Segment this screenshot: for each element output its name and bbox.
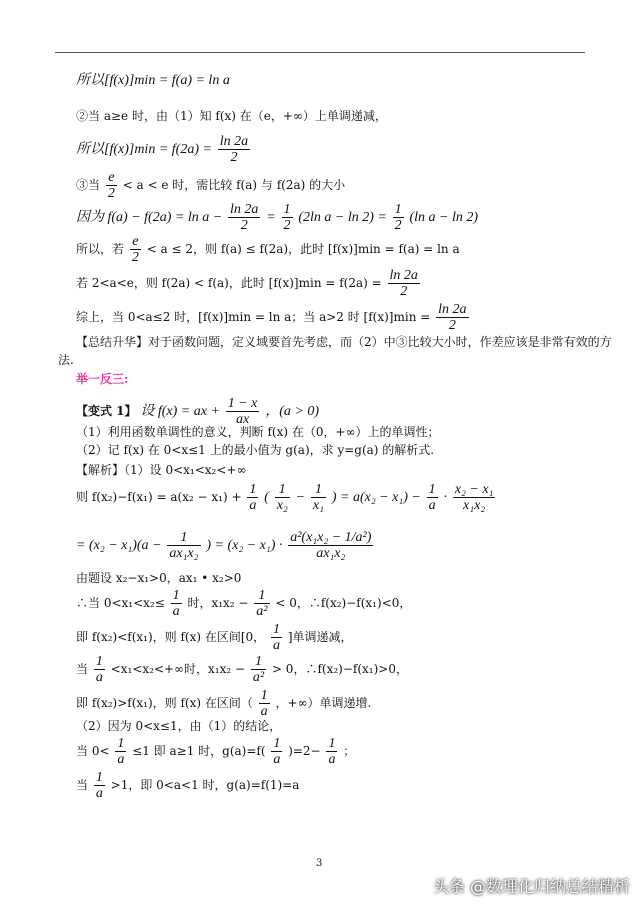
fraction: $\frac{1}{a}$ bbox=[95, 770, 103, 801]
fraction: $\frac{e}{2}$ bbox=[107, 170, 115, 201]
fraction: $\frac{1}{a}$ bbox=[249, 482, 257, 513]
fraction: $\frac{1}{a}$ bbox=[260, 688, 268, 719]
header-rule bbox=[55, 52, 585, 53]
question-1: （1）利用函数单调性的意义，判断 f(x) 在（0，+∞）上的单调性； bbox=[76, 425, 440, 439]
fraction: $\frac{1}{a}$ bbox=[117, 736, 125, 767]
watermark: 头条 @数理化归纳总结精析 bbox=[432, 877, 630, 896]
fraction: $\frac{1}{2}$ bbox=[394, 202, 402, 233]
section-heading-practice: 举一反三: bbox=[76, 372, 129, 386]
fraction: $\frac{1}{2}$ bbox=[283, 202, 291, 233]
fraction: $\frac{1}{\text{x₁}}$ bbox=[312, 482, 324, 513]
line-a-ge-1: 当 0< $\frac{1}{a}$ ≤1 即 a≥1 时，g(a)=f( $\frac{1}{a}$ )=2− $\frac{1}{a}$ ； bbox=[76, 736, 356, 767]
line-premise: 由题设 x₂−x₁>0，ax₁ • x₂>0 bbox=[76, 571, 242, 585]
fraction: $\frac{1 - x}{ax}$ bbox=[227, 396, 258, 427]
fraction: $\frac{\text{x₂ − x₁}}{\text{x₁x₂}}$ bbox=[454, 482, 494, 513]
fraction: $\frac{\ln 2a}{2}$ bbox=[389, 268, 418, 299]
variant-1-statement: 【变式 1】 设 f(x) = ax + $\frac{1 - x}{ax}$ ，(a > 0) bbox=[76, 396, 320, 427]
fraction: $\frac{1}{a}$ bbox=[428, 482, 436, 513]
line-case2: ②当 a≥e 时，由（1）知 f(x) 在（e，+∞）上单调递减， bbox=[76, 109, 387, 123]
summary-note: 【总结升华】对于函数问题，定义域要首先考虑，而（2）中③比较大小时，作差应该是非常有效的方 bbox=[76, 335, 612, 349]
line-summary: 综上，当 0<a≤2 时，[f(x)]min = ln a；当 a>2 时 [f(x)]min = $\frac{\ln 2a}{2}$ bbox=[76, 302, 467, 333]
fraction: $\frac{1}{\text{ax₁x₂}}$ bbox=[169, 530, 199, 561]
line-a-lt-1: 当 $\frac{1}{a}$ >1，即 0<a<1 时，g(a)=f(1)=a bbox=[76, 770, 300, 801]
line-case3: ③当 $\frac{e}{2}$ < a < e 时，需比较 f(a) 与 f(2a) 的大小 bbox=[76, 170, 346, 201]
line-difference: 因为 f(a) − f(2a) = ln a − $\frac{\ln 2a}{2}$ = $\frac{1}{2}$ (2ln a − ln 2) = $\frac{1}{2}$ (ln a − ln 2) bbox=[76, 202, 479, 233]
summary-note-cont: 法. bbox=[58, 353, 74, 367]
solution-start: 【解析】（1）设 0<x₁<x₂<+∞ bbox=[76, 463, 247, 477]
line-decreasing-conclusion: 即 f(x₂)<f(x₁)，则 f(x) 在区间[0， $\frac{1}{a}$ ]单调递减， bbox=[76, 622, 353, 653]
fraction: $\frac{1}{\text{a²}}$ bbox=[252, 654, 265, 685]
fraction: $\frac{1}{a}$ bbox=[273, 736, 281, 767]
page-number: 3 bbox=[316, 858, 323, 869]
line-min-fa: 所以[f(x)]min = f(a) = ln a bbox=[76, 73, 230, 88]
line-min-f2a: 所以[f(x)]min = f(2a) = $\frac{\ln 2a}{2}$ bbox=[76, 134, 249, 165]
line-case-decreasing: ∴当 0<x₁<x₂≤ $\frac{1}{a}$ 时，x₁x₂ − $\frac{1}{\text{a²}}$ < 0，∴f(x₂)−f(x₁)<0， bbox=[76, 588, 412, 619]
fraction: $\frac{\ln 2a}{2}$ bbox=[230, 202, 259, 233]
line-case-increasing: 当 $\frac{1}{a}$ <x₁<x₂<+∞时，x₁x₂ − $\frac{1}{\text{a²}}$ > 0，∴f(x₂)−f(x₁)>0， bbox=[76, 654, 408, 685]
fraction: $\frac{1}{\text{a²}}$ bbox=[256, 588, 268, 619]
line-part-2: （2）因为 0<x≤1，由（1）的结论， bbox=[76, 719, 282, 733]
fraction: $\frac{1}{a}$ bbox=[328, 736, 336, 767]
fraction: $\frac{1}{a}$ bbox=[272, 622, 280, 653]
line-derivation-2: = (x₂ − x₁)(a − $\frac{1}{\text{ax₁x₂}}$ ) = (x₂ − x₁) · $\frac{\text{a²(x₁x₂ − 1/a²)}}{\text{ax₁x₂}}$ bbox=[76, 530, 372, 561]
fraction: $\frac{e}{2}$ bbox=[131, 234, 139, 265]
line-if-e-over-2: 所以，若 $\frac{e}{2}$ < a ≤ 2，则 f(a) ≤ f(2a)，此时 [f(x)]min = f(a) = ln a bbox=[76, 234, 460, 265]
fraction: $\frac{\ln 2a}{2}$ bbox=[438, 302, 467, 333]
fraction: $\frac{\ln 2a}{2}$ bbox=[219, 134, 249, 165]
fraction: $\frac{1}{a}$ bbox=[172, 588, 180, 619]
line-if-2-to-e: 若 2<a<e，则 f(2a) < f(a)，此时 [f(x)]min = f(2a) = $\frac{\ln 2a}{2}$ bbox=[76, 268, 418, 299]
fraction: $\frac{1}{\text{x₂}}$ bbox=[276, 482, 288, 513]
fraction: $\frac{1}{a}$ bbox=[95, 654, 103, 685]
line-increasing-conclusion: 即 f(x₂)>f(x₁)，则 f(x) 在区间（ $\frac{1}{a}$ ，+∞）单调递增. bbox=[76, 688, 372, 719]
line-derivation-1: 则 f(x₂)−f(x₁) = a(x₂ − x₁) + $\frac{1}{a}$ ( $\frac{1}{\text{x₂}}$ − $\frac{1}{\text{x₁}}$ ) = a(x₂ − x₁) − $\frac{1}{a}$ · $\frac{\text{x₂ − x₁}}{\text{x₁x₂}}$ bbox=[76, 482, 494, 513]
fraction: $\frac{\text{a²(x₁x₂ − 1/a²)}}{\text{ax₁x₂}}$ bbox=[290, 530, 372, 561]
question-2: （2）记 f(x) 在 0<x≤1 上的最小值为 g(a)，求 y=g(a) 的解析式. bbox=[76, 443, 435, 457]
